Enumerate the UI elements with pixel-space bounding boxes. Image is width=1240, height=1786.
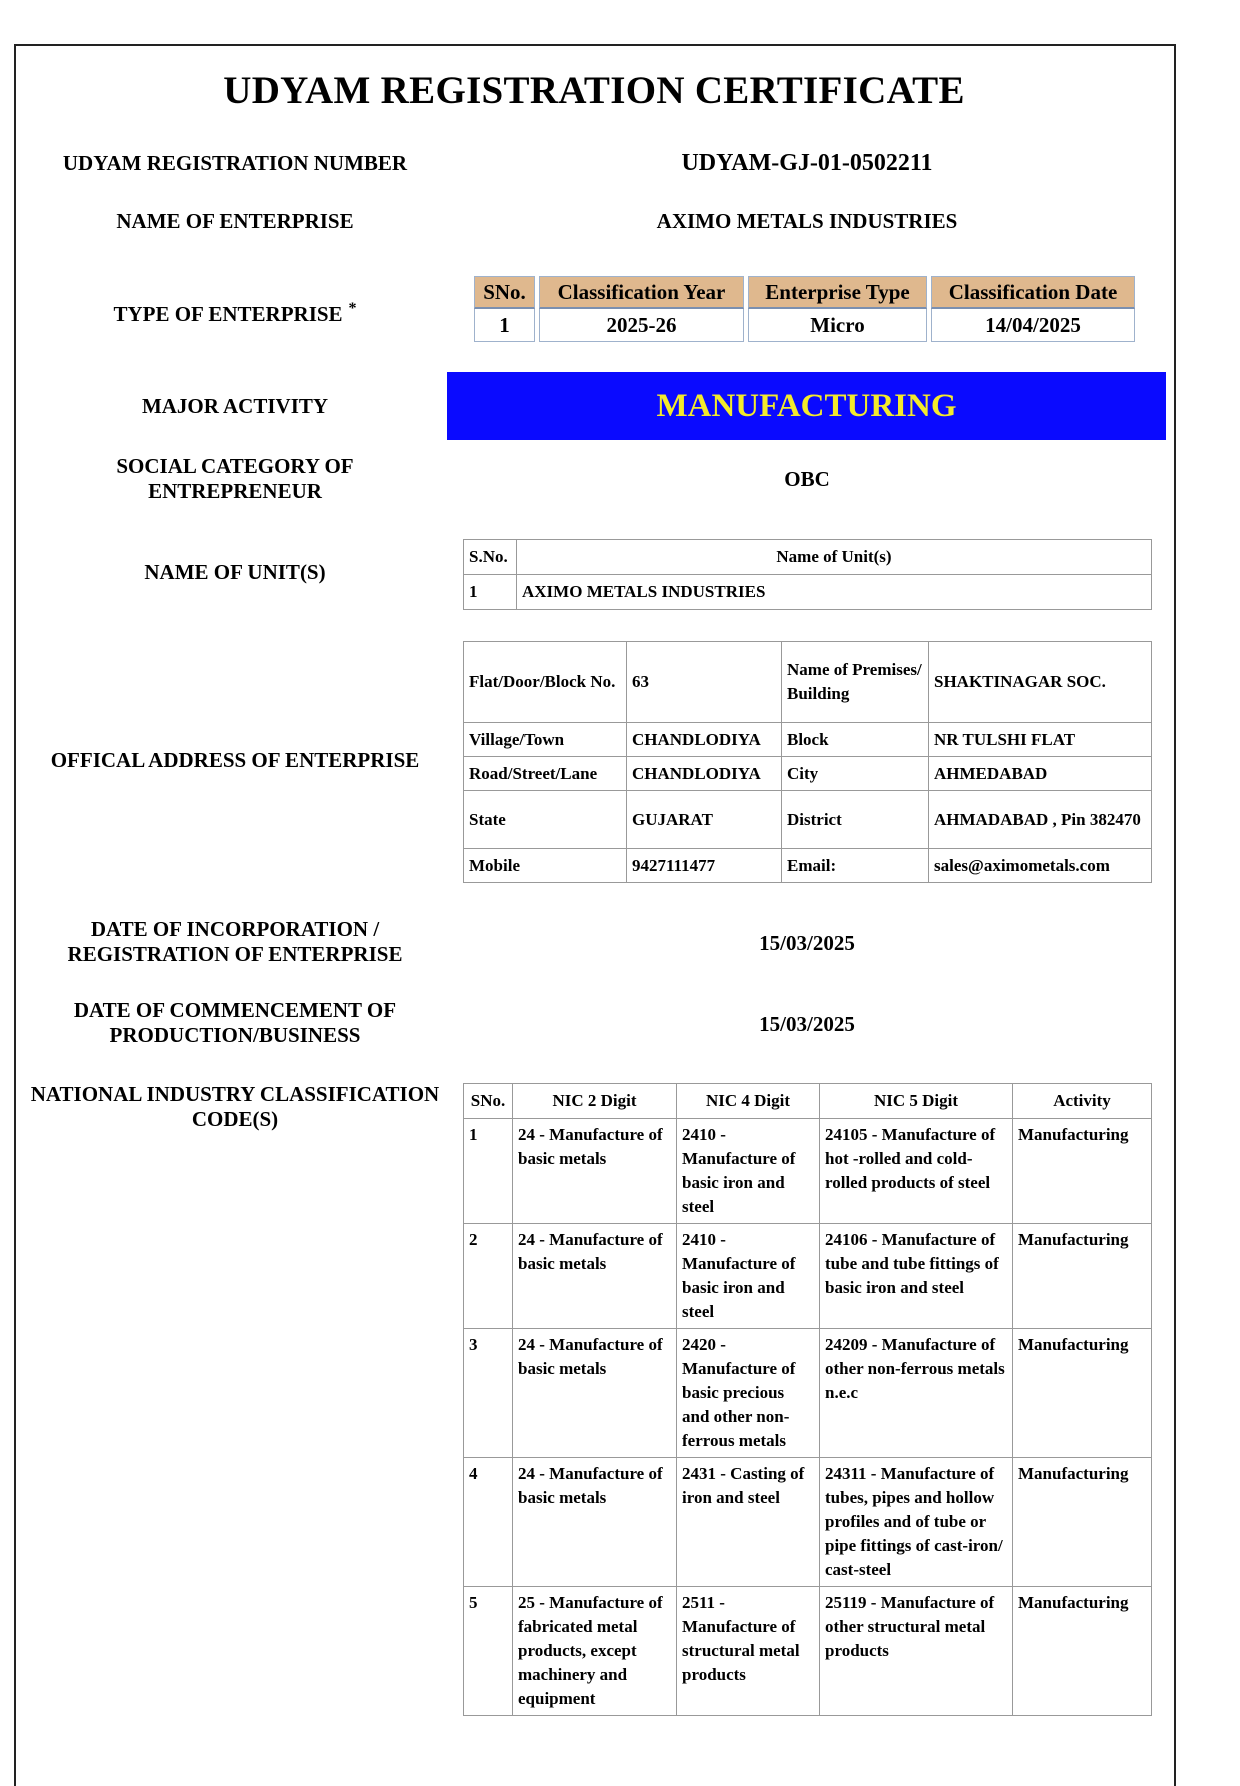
- cls-header-year: Classification Year: [539, 276, 744, 309]
- classification-table: [470, 276, 1139, 342]
- nic-cell-nic2: 24 - Manufacture of basic metals: [513, 1329, 677, 1458]
- nic-cell-nic2: 25 - Manufacture of fabricated metal products, except machinery and equipment: [513, 1587, 677, 1716]
- reg-number-label: UDYAM REGISTRATION NUMBER: [62, 151, 408, 175]
- nic-cell-sno: 5: [464, 1587, 513, 1716]
- incorporation-date-value: 15/03/2025: [759, 931, 855, 955]
- nic-cell-nic5: 24209 - Manufacture of other non-ferrous metals n.e.c: [820, 1329, 1013, 1458]
- cls-header-type: Enterprise Type: [748, 276, 927, 309]
- nic-cell-nic2: 24 - Manufacture of basic metals: [513, 1458, 677, 1587]
- nic-cell-activity: Manufacturing: [1013, 1458, 1152, 1587]
- reg-number-value: UDYAM-GJ-01-0502211: [681, 150, 933, 176]
- cls-cell-date: 14/04/2025: [931, 309, 1135, 342]
- nic-cell-sno: 4: [464, 1458, 513, 1587]
- units-header-sno: S.No.: [464, 540, 517, 575]
- social-category-label: SOCIAL CATEGORY OF ENTREPRENEUR: [116, 454, 354, 503]
- addr-value: NR TULSHI FLAT: [929, 723, 1152, 757]
- nic-cell-activity: Manufacturing: [1013, 1224, 1152, 1329]
- nic-cell-activity: Manufacturing: [1013, 1329, 1152, 1458]
- enterprise-type-label: TYPE OF ENTERPRISE *: [113, 300, 357, 326]
- enterprise-name-label: NAME OF ENTERPRISE: [116, 209, 354, 233]
- units-label: NAME OF UNIT(S): [144, 560, 326, 584]
- units-cell-name: AXIMO METALS INDUSTRIES: [517, 575, 1152, 610]
- addr-value: 9427111477: [627, 849, 782, 883]
- nic-label: NATIONAL INDUSTRY CLASSIFICATION CODE(S): [30, 1082, 440, 1131]
- social-category-value: OBC: [784, 467, 830, 491]
- addr-value: 63: [627, 642, 782, 723]
- units-header-name: Name of Unit(s): [517, 540, 1152, 575]
- nic-cell-sno: 1: [464, 1119, 513, 1224]
- nic-cell-nic4: 2431 - Casting of iron and steel: [677, 1458, 820, 1587]
- nic-cell-nic2: 24 - Manufacture of basic metals: [513, 1224, 677, 1329]
- addr-key: City: [782, 757, 929, 791]
- nic-cell-nic5: 24105 - Manufacture of hot -rolled and cold-rolled products of steel: [820, 1119, 1013, 1224]
- addr-value: sales@aximometals.com: [929, 849, 1152, 883]
- units-table: [463, 539, 1152, 610]
- addr-key: Road/Street/Lane: [464, 757, 627, 791]
- addr-key: Village/Town: [464, 723, 627, 757]
- cls-cell-type: Micro: [748, 309, 927, 342]
- asterisk-mark: *: [348, 300, 357, 317]
- addr-value: AHMEDABAD: [929, 757, 1152, 791]
- nic-table: [463, 1083, 1152, 1716]
- nic-cell-nic5: 24106 - Manufacture of tube and tube fittings of basic iron and steel: [820, 1224, 1013, 1329]
- nic-header-sno: SNo.: [464, 1084, 513, 1119]
- nic-cell-nic4: 2410 - Manufacture of basic iron and steel: [677, 1224, 820, 1329]
- nic-header-nic4: NIC 4 Digit: [677, 1084, 820, 1119]
- nic-cell-sno: 3: [464, 1329, 513, 1458]
- addr-key: Email:: [782, 849, 929, 883]
- addr-key: Mobile: [464, 849, 627, 883]
- nic-cell-nic4: 2511 - Manufacture of structural metal products: [677, 1587, 820, 1716]
- nic-cell-activity: Manufacturing: [1013, 1119, 1152, 1224]
- address-table: [463, 641, 1152, 883]
- addr-value: AHMADABAD , Pin 382470: [929, 791, 1152, 849]
- nic-header-nic2: NIC 2 Digit: [513, 1084, 677, 1119]
- nic-cell-nic2: 24 - Manufacture of basic metals: [513, 1119, 677, 1224]
- commencement-date-label: DATE OF COMMENCEMENT OF PRODUCTION/BUSINESS: [73, 998, 397, 1047]
- nic-header-activity: Activity: [1013, 1084, 1152, 1119]
- addr-value: SHAKTINAGAR SOC.: [929, 642, 1152, 723]
- address-label: OFFICAL ADDRESS OF ENTERPRISE: [50, 748, 420, 772]
- nic-cell-sno: 2: [464, 1224, 513, 1329]
- addr-value: GUJARAT: [627, 791, 782, 849]
- nic-cell-nic4: 2420 - Manufacture of basic precious and other non-ferrous metals: [677, 1329, 820, 1458]
- cls-header-date: Classification Date: [931, 276, 1135, 309]
- addr-value: CHANDLODIYA: [627, 757, 782, 791]
- nic-cell-activity: Manufacturing: [1013, 1587, 1152, 1716]
- addr-key: District: [782, 791, 929, 849]
- enterprise-name-value: AXIMO METALS INDUSTRIES: [656, 209, 958, 233]
- units-cell-sno: 1: [464, 575, 517, 610]
- certificate-title: UDYAM REGISTRATION CERTIFICATE: [223, 69, 965, 112]
- addr-key: State: [464, 791, 627, 849]
- nic-header-nic5: NIC 5 Digit: [820, 1084, 1013, 1119]
- addr-key: Name of Premises/ Building: [782, 642, 929, 723]
- cls-header-sno: SNo.: [474, 276, 535, 309]
- addr-key: Flat/Door/Block No.: [464, 642, 627, 723]
- incorporation-date-label: DATE OF INCORPORATION / REGISTRATION OF ENTERPRISE: [67, 917, 403, 966]
- nic-cell-nic5: 24311 - Manufacture of tubes, pipes and hollow profiles and of tube or pipe fittings of cast-iron/ cast-steel: [820, 1458, 1013, 1587]
- cls-cell-sno: 1: [474, 309, 535, 342]
- commencement-date-value: 15/03/2025: [759, 1012, 855, 1036]
- major-activity-label: MAJOR ACTIVITY: [141, 394, 329, 418]
- nic-cell-nic4: 2410 - Manufacture of basic iron and steel: [677, 1119, 820, 1224]
- nic-cell-nic5: 25119 - Manufacture of other structural metal products: [820, 1587, 1013, 1716]
- cls-cell-year: 2025-26: [539, 309, 744, 342]
- addr-key: Block: [782, 723, 929, 757]
- addr-value: CHANDLODIYA: [627, 723, 782, 757]
- major-activity-banner: MANUFACTURING: [447, 372, 1166, 440]
